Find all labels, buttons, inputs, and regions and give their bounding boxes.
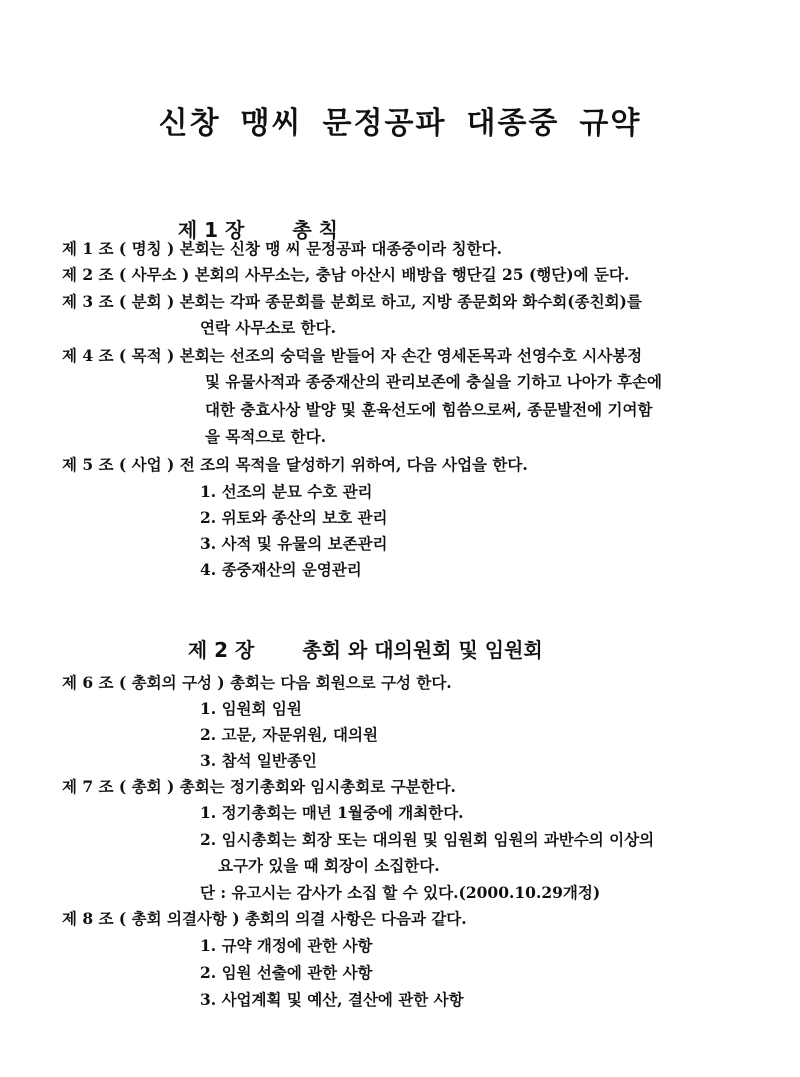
article-4-continuation: 을 목적으로 한다.	[205, 427, 327, 446]
list-item: 2. 위토와 종산의 보호 관리	[200, 508, 388, 527]
document-title	[0, 98, 800, 142]
article-3-continuation: 연락 사무소로 한다.	[200, 318, 336, 337]
article-5	[62, 452, 528, 478]
article-text: 총회는 정기총회와 임시총회로 구분한다.	[179, 777, 456, 796]
article-label: 제 3 조 ( 분회 )	[62, 292, 175, 311]
article-label: 제 8 조 ( 총회 의결사항 )	[62, 909, 240, 928]
list-item: 2. 고문, 자문위원, 대의원	[200, 725, 378, 744]
chapter-name: 총 칙	[292, 218, 338, 242]
article-text: 총회는 다음 회원으로 구성 한다.	[230, 673, 452, 692]
article-3	[62, 289, 642, 315]
article-text: 총회의 의결 사항은 다음과 같다.	[245, 909, 467, 928]
amendment-note: 단 : 유고시는 감사가 소집 할 수 있다.(2000.10.29개정)	[200, 883, 601, 902]
article-text: 본회의 사무소는, 충남 아산시 배방읍 행단길 25 (행단)에 둔다.	[194, 265, 630, 284]
list-item: 1. 규약 개정에 관한 사항	[200, 936, 373, 955]
article-label: 제 1 조 ( 명칭 )	[62, 239, 175, 258]
chapter-label: 제 1 장	[177, 218, 245, 242]
article-label: 제 6 조 ( 총회의 구성 )	[62, 673, 225, 692]
article-7	[62, 774, 456, 800]
article-text: 전 조의 목적을 달성하기 위하여, 다음 사업을 한다.	[179, 455, 528, 474]
article-4-continuation: 및 유물사적과 종중재산의 관리보존에 충실을 기하고 나아가 후손에	[205, 372, 663, 391]
article-4	[62, 343, 642, 369]
list-item: 1. 선조의 분묘 수호 관리	[200, 482, 373, 501]
article-2	[62, 262, 629, 288]
list-item: 1. 임원회 임원	[200, 699, 302, 718]
title-word: 규약	[579, 106, 642, 141]
article-text: 본회는 각파 종문회를 분회로 하고, 지방 종문회와 화수회(종친회)를	[179, 292, 642, 311]
chapter-name: 총회 와 대의원회 및 임원회	[302, 638, 543, 662]
article-4-continuation: 대한 충효사상 발양 및 훈육선도에 힘씀으로써, 종문발전에 기여함	[205, 400, 653, 419]
article-label: 제 7 조 ( 총회 )	[62, 777, 175, 796]
article-6	[62, 670, 452, 696]
list-item-continuation: 요구가 있을 때 회장이 소집한다.	[218, 856, 440, 875]
title-word: 맹씨	[240, 106, 303, 141]
list-item: 2. 임시총회는 회장 또는 대의원 및 임원회 임원의 과반수의 이상의	[200, 830, 655, 849]
article-text: 본회는 선조의 숭덕을 받들어 자 손간 영세돈목과 선영수호 시사봉정	[179, 346, 643, 365]
title-word: 문정공파	[322, 106, 447, 141]
article-label: 제 2 조 ( 사무소 )	[62, 265, 190, 284]
list-item: 4. 종중재산의 운영관리	[200, 560, 362, 579]
list-item: 1. 정기총회는 매년 1월중에 개최한다.	[200, 803, 464, 822]
list-item: 2. 임원 선출에 관한 사항	[200, 963, 373, 982]
chapter-label: 제 2 장	[187, 638, 255, 662]
list-item: 3. 사업계획 및 예산, 결산에 관한 사항	[200, 990, 464, 1009]
article-label: 제 5 조 ( 사업 )	[62, 455, 175, 474]
list-item: 3. 사적 및 유물의 보존관리	[200, 534, 388, 553]
list-item: 3. 참석 일반종인	[200, 751, 317, 770]
article-1	[62, 236, 502, 262]
article-label: 제 4 조 ( 목적 )	[62, 346, 175, 365]
article-text: 본회는 신창 맹 씨 문정공파 대종중이라 칭한다.	[179, 239, 502, 258]
title-word: 신창	[158, 106, 221, 141]
title-word: 대종중	[466, 106, 560, 141]
article-8	[62, 906, 467, 932]
